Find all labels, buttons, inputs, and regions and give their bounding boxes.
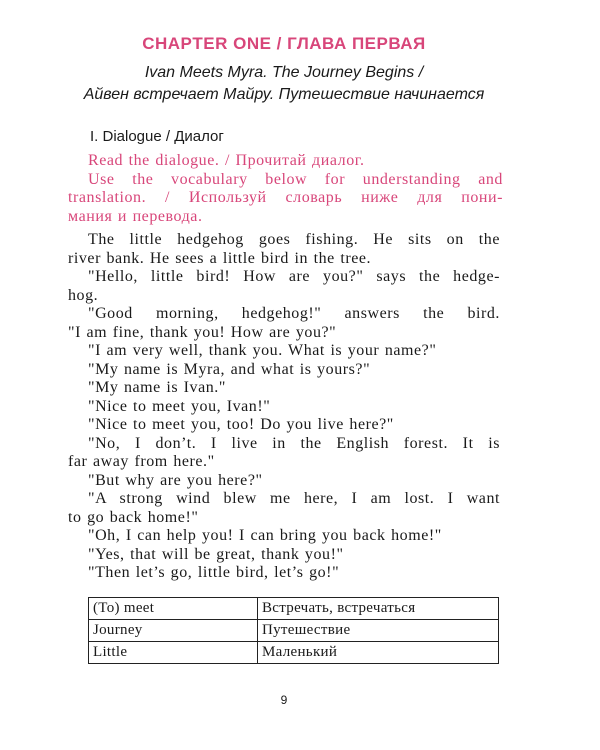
dialogue-text — [68, 231, 500, 583]
vocab-russian: Встречать, встречаться — [258, 598, 499, 620]
dialogue-line: "Nice to meet you, too! Do you live here?" — [88, 416, 394, 433]
dialogue-line: "My name is Myra, and what is yours?" — [88, 360, 371, 378]
dialogue-line: "I am fine, thank you! How are you?" — [68, 323, 337, 341]
dialogue-line: to go back home!" — [68, 508, 199, 526]
dialogue-line: far away from here." — [68, 453, 215, 470]
dialogue-line: "I am very well, thank you. What is your name?" — [88, 342, 437, 359]
section-heading: I. Dialogue / Диалог — [90, 128, 224, 145]
vocab-russian: Маленький — [258, 642, 499, 664]
vocab-english: (To) meet — [89, 598, 258, 620]
instruction-line: Use the vocabulary below for understanding and — [88, 170, 503, 188]
dialogue-line: "Nice to meet you, Ivan!" — [88, 397, 271, 415]
dialogue-line: "Oh, I can help you! I can bring you back home!" — [88, 527, 442, 544]
page-number: 9 — [280, 693, 288, 707]
dialogue-line: "Then let’s go, little bird, let’s go!" — [88, 564, 340, 581]
dialogue-line: "Hello, little bird! How are you?" says the hedge- — [88, 268, 500, 285]
table-row — [89, 642, 499, 664]
dialogue-line: The little hedgehog goes fishing. He sits on the — [88, 231, 500, 248]
dialogue-line: "Yes, that will be great, thank you!" — [88, 545, 344, 563]
vocab-english: Little — [89, 642, 258, 664]
chapter-title: CHAPTER ONE / ГЛАВА ПЕРВАЯ — [142, 34, 426, 53]
dialogue-line: "Good morning, hedgehog!" answers the bird. — [88, 305, 500, 322]
dialogue-line: "A strong wind blew me here, I am lost. I want — [88, 490, 500, 507]
dialogue-line: river bank. He sees a little bird in the tree. — [68, 249, 372, 267]
dialogue-line: "But why are you here?" — [88, 471, 263, 489]
vocab-russian: Путешествие — [258, 620, 499, 642]
dialogue-line: hog. — [68, 286, 99, 304]
chapter-subtitle-russian: Айвен встречает Майру. Путешествие начинается — [83, 86, 485, 103]
table-row — [89, 620, 499, 642]
instruction-line: Read the dialogue. / Прочитай диалог. — [88, 152, 365, 169]
table-row — [89, 598, 499, 620]
instruction-line: мания и перевода. — [68, 207, 203, 225]
instruction-line: translation. / Используй словарь ниже для пони- — [68, 189, 503, 206]
vocabulary-table — [88, 597, 499, 664]
dialogue-line: "My name is Ivan." — [88, 379, 226, 396]
chapter-subtitle-english: Ivan Meets Myra. The Journey Begins / — [144, 64, 424, 81]
instructions — [68, 152, 503, 226]
vocab-english: Journey — [89, 620, 258, 642]
dialogue-line: "No, I don’t. I live in the English forest. It is — [88, 434, 500, 452]
